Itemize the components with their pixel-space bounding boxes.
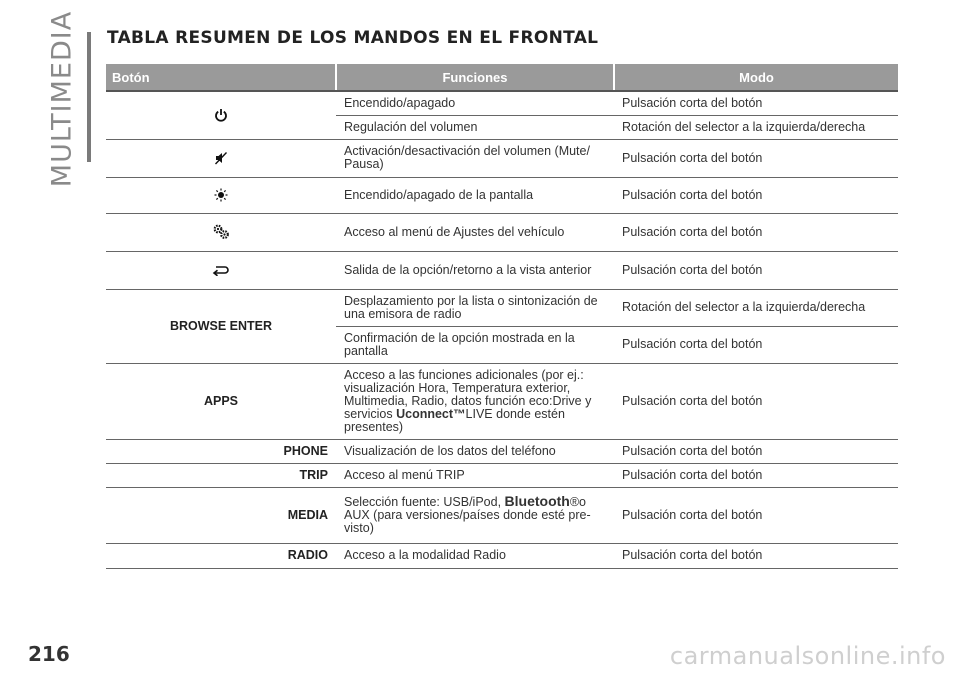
watermark: carmanualsonline.info [669, 642, 946, 670]
mode-cell: Pulsación corta del botón [614, 543, 898, 568]
trip-cell: TRIP [106, 463, 336, 487]
header-functions: Funciones [336, 64, 614, 91]
mode-cell: Pulsación corta del botón [614, 326, 898, 363]
mode-cell: Pulsación corta del botón [614, 463, 898, 487]
controls-summary-table [106, 64, 898, 569]
table-row [106, 251, 898, 289]
mode-cell: Pulsación corta del botón [614, 439, 898, 463]
phone-cell: PHONE [106, 439, 336, 463]
mode-cell: Rotación del selector a la izquierda/derecha [614, 289, 898, 326]
mode-cell: Pulsación corta del botón [614, 363, 898, 439]
radio-cell: RADIO [106, 543, 336, 568]
function-cell: Desplazamiento por la lista o sintonización de una emisora de radio [336, 289, 614, 326]
settings-icon [212, 224, 230, 240]
settings-button-cell [106, 213, 336, 251]
media-function-text-end: ®o AUX (para versiones/países donde esté pre- visto) [344, 495, 591, 535]
header-button: Botón [106, 64, 336, 91]
back-icon [212, 264, 230, 276]
table-row [106, 91, 898, 115]
apps-cell: APPS [106, 363, 336, 439]
mode-cell: Pulsación corta del botón [614, 139, 898, 177]
apps-function-text: Acceso a las funciones adicionales (por ej.: visualización Hora, Temperatura exterior, Multimedia, Radio, datos función eco:Drive y servicios [344, 367, 592, 421]
page-number: 216 [28, 642, 70, 666]
back-button-cell [106, 251, 336, 289]
mute-icon [214, 151, 228, 165]
function-cell: Acceso a la modalidad Radio [336, 543, 614, 568]
function-cell: Activación/desactivación del volumen (Mute/ Pausa) [336, 139, 614, 177]
media-function-text: Selección fuente: USB/iPod, [344, 495, 505, 509]
mode-cell: Rotación del selector a la izquierda/derecha [614, 115, 898, 139]
browse-enter-cell: BROWSE ENTER [106, 289, 336, 363]
table-row [106, 139, 898, 177]
display-icon [214, 188, 228, 202]
mode-cell: Pulsación corta del botón [614, 487, 898, 543]
function-cell: Acceso al menú TRIP [336, 463, 614, 487]
header-mode: Modo [614, 64, 898, 91]
table-row [106, 543, 898, 568]
section-label-text: MULTIMEDIA [46, 10, 78, 188]
mode-cell: Pulsación corta del botón [614, 251, 898, 289]
function-cell [336, 487, 614, 543]
page-title: TABLA RESUMEN DE LOS MANDOS EN EL FRONTAL [107, 28, 599, 48]
table-row [106, 363, 898, 439]
table-row [106, 213, 898, 251]
bluetooth-brand: Bluetooth [504, 493, 570, 509]
function-cell: Visualización de los datos del teléfono [336, 439, 614, 463]
function-cell: Encendido/apagado de la pantalla [336, 177, 614, 213]
function-cell: Salida de la opción/retorno a la vista anterior [336, 251, 614, 289]
table-row [106, 463, 898, 487]
function-cell: Encendido/apagado [336, 91, 614, 115]
apps-function-text-end: LIVE donde estén presentes) [344, 406, 565, 434]
uconnect-brand: Uconnect™ [396, 406, 466, 421]
function-cell: Acceso al menú de Ajustes del vehículo [336, 213, 614, 251]
table-row [106, 439, 898, 463]
table-row [106, 487, 898, 543]
mute-button-cell [106, 139, 336, 177]
mode-cell: Pulsación corta del botón [614, 91, 898, 115]
section-bar [87, 32, 91, 162]
function-cell: Regulación del volumen [336, 115, 614, 139]
table-row [106, 289, 898, 326]
power-icon [214, 108, 228, 122]
mode-cell: Pulsación corta del botón [614, 177, 898, 213]
display-button-cell [106, 177, 336, 213]
section-label [40, 10, 84, 188]
mode-cell: Pulsación corta del botón [614, 213, 898, 251]
media-cell: MEDIA [106, 487, 336, 543]
table-header-row [106, 64, 898, 91]
power-button-cell [106, 91, 336, 139]
function-cell [336, 363, 614, 439]
table-row [106, 177, 898, 213]
function-cell: Confirmación de la opción mostrada en la pantalla [336, 326, 614, 363]
